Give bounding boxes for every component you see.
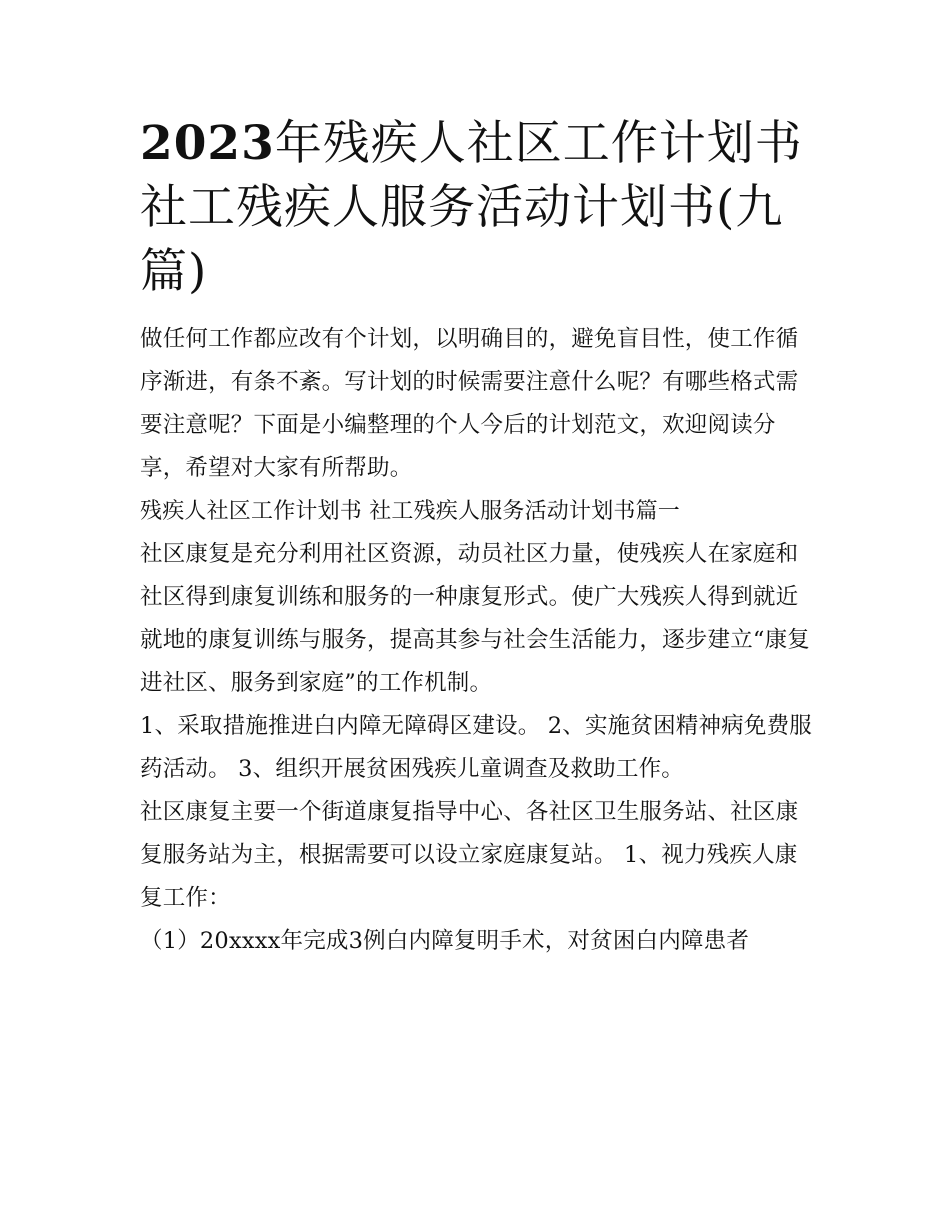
title-text: 年残疾人社区工作计划书社工残疾人服务活动计划书(九篇)	[140, 116, 803, 299]
document-title	[140, 112, 820, 304]
body-paragraph: （1）20xxxx年完成3例白内障复明手术，对贫困白内障患者	[140, 928, 750, 954]
section-heading: 残疾人社区工作计划书 社工残疾人服务活动计划书篇一	[140, 499, 680, 524]
intro-paragraph: 做任何工作都应改有个计划，以明确目的，避免盲目性，使工作循序渐进，有条不紊。写计划的时候需要注意什么呢？有哪些格式需要注意呢？下面是小编整理的个人今后的计划范文，欢迎阅读分享，希望对大家有所帮助。	[140, 326, 799, 481]
body-paragraph: 社区康复主要一个街道康复指导中心、各社区卫生服务站、社区康复服务站为主，根据需要可以设立家庭康复站。 1、视力残疾人康复工作：	[140, 799, 799, 911]
document-page	[140, 112, 820, 963]
body-paragraph: 社区康复是充分利用社区资源，动员社区力量，使残疾人在家庭和社区得到康复训练和服务的一种康复形式。使广大残疾人得到就近就地的康复训练与服务，提高其参与社会生活能力，逐步建立“康复进社区、服务到家庭”的工作机制。	[140, 541, 811, 696]
body-paragraph: 1、采取措施推进白内障无障碍区建设。 2、实施贫困精神病免费服药活动。 3、组织开展贫困残疾儿童调查及救助工作。	[140, 713, 812, 782]
title-year: 2023	[140, 116, 275, 171]
